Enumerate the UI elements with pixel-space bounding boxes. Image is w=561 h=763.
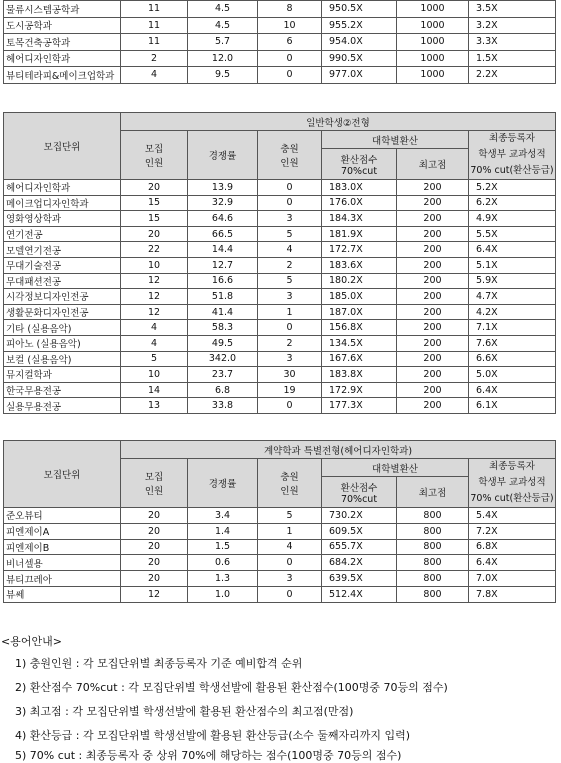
value-cell: 200: [397, 273, 469, 289]
value-cell: 5.7: [188, 34, 258, 51]
value-cell: 6.6X: [469, 351, 556, 367]
value-cell: 5.5X: [469, 226, 556, 242]
value-cell: 200: [397, 257, 469, 273]
value-cell: 3: [258, 571, 322, 587]
value-cell: 10: [121, 367, 188, 383]
value-cell: 12: [121, 586, 188, 602]
value-cell: 183.6X: [322, 257, 397, 273]
table-row: [4, 367, 556, 383]
unit-name-cell: 비너셀용: [4, 555, 121, 571]
value-cell: 609.5X: [322, 523, 397, 539]
value-cell: 5: [258, 508, 322, 524]
value-cell: 955.2X: [322, 17, 397, 34]
table-row: [4, 180, 556, 196]
value-cell: 655.7X: [322, 539, 397, 555]
unit-name-cell: 준오뷰티: [4, 508, 121, 524]
guide-item: 3) 최고점 : 각 모집단위별 학생선발에 활용된 환산점수의 최고점(만점): [15, 705, 354, 718]
value-cell: 200: [397, 226, 469, 242]
header-waitlist: 충원 인원: [258, 459, 322, 508]
table-row: [4, 539, 556, 555]
value-cell: 1.5: [188, 539, 258, 555]
value-cell: 1.4: [188, 523, 258, 539]
unit-name-cell: 물류시스템공학과: [4, 1, 121, 18]
unit-name-cell: 뮤지컬학과: [4, 367, 121, 383]
value-cell: 185.0X: [322, 289, 397, 305]
value-cell: 7.8X: [469, 586, 556, 602]
value-cell: 5: [258, 226, 322, 242]
value-cell: 176.0X: [322, 195, 397, 211]
value-cell: 7.0X: [469, 571, 556, 587]
table-row: [4, 523, 556, 539]
value-cell: 15: [121, 211, 188, 227]
value-cell: 1.0: [188, 586, 258, 602]
general-table-header: [4, 113, 556, 180]
unit-name-cell: 피엔제이A: [4, 523, 121, 539]
header-final-group: 최종등록자 학생부 교과성적 70% cut(환산등급): [469, 131, 556, 180]
value-cell: 13.9: [188, 180, 258, 196]
value-cell: 20: [121, 539, 188, 555]
value-cell: 954.0X: [322, 34, 397, 51]
header-unit: 모집단위: [4, 113, 121, 180]
unit-name-cell: 시각정보디자인전공: [4, 289, 121, 305]
value-cell: 977.0X: [322, 67, 397, 84]
value-cell: 684.2X: [322, 555, 397, 571]
value-cell: 1000: [397, 50, 469, 67]
header-quota: 모집 인원: [121, 459, 188, 508]
table-row: [4, 67, 556, 84]
unit-name-cell: 뷰티테라피&메이크업학과: [4, 67, 121, 84]
value-cell: 0: [258, 180, 322, 196]
value-cell: 12: [121, 304, 188, 320]
table-row: [4, 17, 556, 34]
value-cell: 800: [397, 586, 469, 602]
value-cell: 180.2X: [322, 273, 397, 289]
value-cell: 800: [397, 508, 469, 524]
value-cell: 4: [121, 67, 188, 84]
value-cell: 20: [121, 180, 188, 196]
value-cell: 7.2X: [469, 523, 556, 539]
value-cell: 6.2X: [469, 195, 556, 211]
value-cell: 183.0X: [322, 180, 397, 196]
value-cell: 200: [397, 180, 469, 196]
unit-name-cell: 뷰쎄: [4, 586, 121, 602]
value-cell: 200: [397, 320, 469, 336]
value-cell: 187.0X: [322, 304, 397, 320]
unit-name-cell: 영화영상학과: [4, 211, 121, 227]
value-cell: 172.9X: [322, 382, 397, 398]
value-cell: 4: [258, 242, 322, 258]
value-cell: 172.7X: [322, 242, 397, 258]
table-row: [4, 211, 556, 227]
value-cell: 8: [258, 1, 322, 18]
header-waitlist: 충원 인원: [258, 131, 322, 180]
value-cell: 11: [121, 34, 188, 51]
table-row: [4, 586, 556, 602]
contract-admission-table: [3, 440, 556, 603]
value-cell: 730.2X: [322, 508, 397, 524]
value-cell: 32.9: [188, 195, 258, 211]
header-score-group: 대학별환산: [322, 131, 469, 149]
value-cell: 4: [258, 539, 322, 555]
guide-item: 2) 환산점수 70%cut : 각 모집단위별 학생선발에 활용된 환산점수(100명중 70등의 점수): [15, 681, 448, 694]
table-row: [4, 398, 556, 414]
value-cell: 4: [121, 320, 188, 336]
value-cell: 11: [121, 17, 188, 34]
table-row: [4, 571, 556, 587]
value-cell: 49.5: [188, 335, 258, 351]
value-cell: 16.6: [188, 273, 258, 289]
value-cell: 200: [397, 398, 469, 414]
value-cell: 2.2X: [469, 67, 556, 84]
value-cell: 800: [397, 523, 469, 539]
value-cell: 6.4X: [469, 555, 556, 571]
value-cell: 20: [121, 523, 188, 539]
value-cell: 990.5X: [322, 50, 397, 67]
value-cell: 4.5: [188, 1, 258, 18]
value-cell: 639.5X: [322, 571, 397, 587]
value-cell: 12.0: [188, 50, 258, 67]
value-cell: 1.5X: [469, 50, 556, 67]
unit-name-cell: 기타 (실용음악): [4, 320, 121, 336]
value-cell: 950.5X: [322, 1, 397, 18]
value-cell: 64.6: [188, 211, 258, 227]
value-cell: 3.2X: [469, 17, 556, 34]
header-final-group: 최종등록자 학생부 교과성적 70% cut(환산등급): [469, 459, 556, 508]
value-cell: 20: [121, 555, 188, 571]
value-cell: 20: [121, 571, 188, 587]
unit-name-cell: 메이크업디자인학과: [4, 195, 121, 211]
guide-item: 4) 환산등급 : 각 모집단위별 학생선발에 활용된 환산등급(소수 둘째자리까지 입력): [15, 729, 411, 742]
top-table-body: [4, 1, 556, 84]
table-row: [4, 34, 556, 51]
value-cell: 5.1X: [469, 257, 556, 273]
value-cell: 4.7X: [469, 289, 556, 305]
contract-table-body: [4, 508, 556, 603]
value-cell: 0: [258, 50, 322, 67]
general-admission-table: [3, 112, 556, 414]
value-cell: 51.8: [188, 289, 258, 305]
value-cell: 3.3X: [469, 34, 556, 51]
header-competition: 경쟁률: [188, 131, 258, 180]
value-cell: 0: [258, 398, 322, 414]
value-cell: 10: [121, 257, 188, 273]
unit-name-cell: 무대패션전공: [4, 273, 121, 289]
value-cell: 200: [397, 242, 469, 258]
value-cell: 2: [258, 257, 322, 273]
unit-name-cell: 무대기술전공: [4, 257, 121, 273]
top-admission-table: [3, 0, 556, 84]
table-row: [4, 351, 556, 367]
value-cell: 10: [258, 17, 322, 34]
value-cell: 200: [397, 211, 469, 227]
value-cell: 9.5: [188, 67, 258, 84]
value-cell: 3.5X: [469, 1, 556, 18]
value-cell: 167.6X: [322, 351, 397, 367]
value-cell: 0: [258, 195, 322, 211]
value-cell: 800: [397, 539, 469, 555]
guide-title: <용어안내>: [1, 635, 62, 648]
value-cell: 200: [397, 304, 469, 320]
value-cell: 7.1X: [469, 320, 556, 336]
header-max-score: 최고점: [397, 149, 469, 180]
table-row: [4, 242, 556, 258]
section-title: 일반학생②전형: [121, 113, 556, 131]
guide-item: 1) 충원인원 : 각 모집단위별 최종등록자 기준 예비합격 순위: [15, 657, 303, 670]
table-row: [4, 382, 556, 398]
header-unit: 모집단위: [4, 441, 121, 508]
value-cell: 12.7: [188, 257, 258, 273]
value-cell: 512.4X: [322, 586, 397, 602]
value-cell: 156.8X: [322, 320, 397, 336]
value-cell: 1000: [397, 17, 469, 34]
value-cell: 6.4X: [469, 382, 556, 398]
value-cell: 1: [258, 304, 322, 320]
unit-name-cell: 연기전공: [4, 226, 121, 242]
value-cell: 183.8X: [322, 367, 397, 383]
value-cell: 4.9X: [469, 211, 556, 227]
value-cell: 41.4: [188, 304, 258, 320]
value-cell: 5.9X: [469, 273, 556, 289]
value-cell: 15: [121, 195, 188, 211]
unit-name-cell: 피아노 (실용음악): [4, 335, 121, 351]
value-cell: 12: [121, 289, 188, 305]
unit-name-cell: 모델연기전공: [4, 242, 121, 258]
value-cell: 184.3X: [322, 211, 397, 227]
value-cell: 2: [258, 335, 322, 351]
value-cell: 20: [121, 226, 188, 242]
table-row: [4, 1, 556, 18]
value-cell: 0: [258, 586, 322, 602]
value-cell: 23.7: [188, 367, 258, 383]
value-cell: 66.5: [188, 226, 258, 242]
value-cell: 33.8: [188, 398, 258, 414]
value-cell: 30: [258, 367, 322, 383]
header-max-score: 최고점: [397, 477, 469, 508]
value-cell: 4: [121, 335, 188, 351]
value-cell: 19: [258, 382, 322, 398]
value-cell: 20: [121, 508, 188, 524]
value-cell: 6.8: [188, 382, 258, 398]
header-score-cut: 환산점수 70%cut: [322, 477, 397, 508]
value-cell: 13: [121, 398, 188, 414]
value-cell: 200: [397, 195, 469, 211]
value-cell: 5: [121, 351, 188, 367]
value-cell: 6: [258, 34, 322, 51]
unit-name-cell: 뷰티끄레아: [4, 571, 121, 587]
value-cell: 134.5X: [322, 335, 397, 351]
value-cell: 200: [397, 335, 469, 351]
value-cell: 5.0X: [469, 367, 556, 383]
table-row: [4, 555, 556, 571]
value-cell: 1000: [397, 1, 469, 18]
value-cell: 800: [397, 555, 469, 571]
header-score-cut: 환산점수 70%cut: [322, 149, 397, 180]
unit-name-cell: 도시공학과: [4, 17, 121, 34]
value-cell: 177.3X: [322, 398, 397, 414]
table-row: [4, 195, 556, 211]
value-cell: 342.0: [188, 351, 258, 367]
value-cell: 5.4X: [469, 508, 556, 524]
contract-table-header: [4, 441, 556, 508]
value-cell: 0: [258, 555, 322, 571]
value-cell: 200: [397, 289, 469, 305]
value-cell: 58.3: [188, 320, 258, 336]
value-cell: 200: [397, 367, 469, 383]
value-cell: 3: [258, 211, 322, 227]
value-cell: 22: [121, 242, 188, 258]
value-cell: 0: [258, 320, 322, 336]
unit-name-cell: 피엔제이B: [4, 539, 121, 555]
table-row: [4, 289, 556, 305]
value-cell: 200: [397, 351, 469, 367]
value-cell: 1: [258, 523, 322, 539]
value-cell: 5.2X: [469, 180, 556, 196]
unit-name-cell: 헤어디자인학과: [4, 50, 121, 67]
value-cell: 7.6X: [469, 335, 556, 351]
value-cell: 5: [258, 273, 322, 289]
value-cell: 12: [121, 273, 188, 289]
table-row: [4, 273, 556, 289]
section-title: 계약학과 특별전형(헤어디자인학과): [121, 441, 556, 459]
value-cell: 181.9X: [322, 226, 397, 242]
value-cell: 4.2X: [469, 304, 556, 320]
unit-name-cell: 보컬 (실용음악): [4, 351, 121, 367]
table-row: [4, 335, 556, 351]
header-competition: 경쟁률: [188, 459, 258, 508]
unit-name-cell: 토목건축공학과: [4, 34, 121, 51]
unit-name-cell: 생활문화디자인전공: [4, 304, 121, 320]
table-row: [4, 50, 556, 67]
value-cell: 6.8X: [469, 539, 556, 555]
value-cell: 3: [258, 289, 322, 305]
general-table-body: [4, 180, 556, 414]
value-cell: 11: [121, 1, 188, 18]
table-row: [4, 257, 556, 273]
table-row: [4, 226, 556, 242]
guide-item: 5) 70% cut : 최종등록자 중 상위 70%에 해당하는 점수(100명중 70등의 점수): [15, 749, 402, 762]
header-score-group: 대학별환산: [322, 459, 469, 477]
value-cell: 2: [121, 50, 188, 67]
table-row: [4, 320, 556, 336]
value-cell: 3: [258, 351, 322, 367]
value-cell: 3.4: [188, 508, 258, 524]
value-cell: 1000: [397, 67, 469, 84]
value-cell: 1.3: [188, 571, 258, 587]
value-cell: 0: [258, 67, 322, 84]
value-cell: 6.4X: [469, 242, 556, 258]
value-cell: 1000: [397, 34, 469, 51]
value-cell: 200: [397, 382, 469, 398]
table-row: [4, 304, 556, 320]
value-cell: 14: [121, 382, 188, 398]
unit-name-cell: 헤어디자인학과: [4, 180, 121, 196]
value-cell: 4.5: [188, 17, 258, 34]
value-cell: 0.6: [188, 555, 258, 571]
unit-name-cell: 한국무용전공: [4, 382, 121, 398]
value-cell: 14.4: [188, 242, 258, 258]
header-quota: 모집 인원: [121, 131, 188, 180]
unit-name-cell: 실용무용전공: [4, 398, 121, 414]
table-row: [4, 508, 556, 524]
value-cell: 800: [397, 571, 469, 587]
value-cell: 6.1X: [469, 398, 556, 414]
